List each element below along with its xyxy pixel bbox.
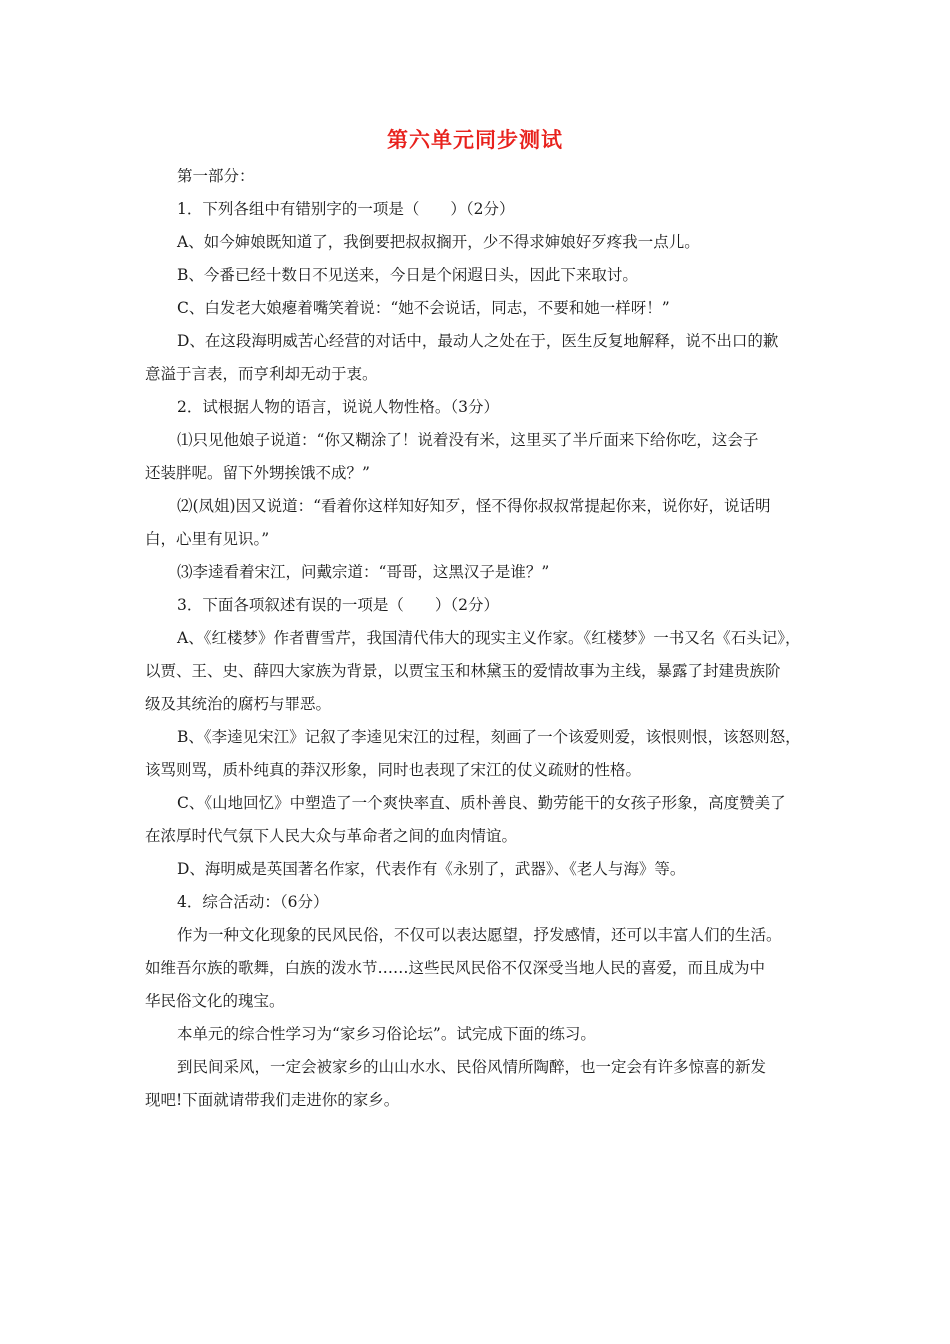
- question-2-stem: 2．试根据人物的语言，说说人物性格。（3分）: [177, 398, 499, 416]
- question-3-option-a-line2: 以贾、王、史、薛四大家族为背景，以贾宝玉和林黛玉的爱情故事为主线，暴露了封建贵族阶: [145, 662, 781, 680]
- question-4-stem: 4．综合活动：（6分）: [177, 893, 329, 911]
- question-3-option-b-line2: 该骂则骂，质朴纯真的莽汉形象，同时也表现了宋江的仗义疏财的性格。: [145, 761, 642, 779]
- question-3-option-b-line1: B、《李逵见宋江》记叙了李逵见宋江的过程，刻画了一个该爱则爱，该恨则恨，该怒则怒，: [177, 728, 801, 746]
- question-3-stem: 3．下面各项叙述有误的一项是（ ）（2分）: [177, 596, 499, 614]
- question-1-option-d-line1: D、在这段海明威苦心经营的对话中，最动人之处在于，医生反复地解释，说不出口的歉: [177, 332, 779, 350]
- page-title: 第六单元同步测试: [387, 128, 563, 152]
- section-heading: 第一部分：: [177, 167, 255, 185]
- question-2-item-1-line1: ⑴只见他娘子说道：“你又糊涂了！说着没有米，这里买了半斤面来下给你吃，这会子: [177, 431, 759, 449]
- question-1-option-d-line2: 意溢于言表，而亨利却无动于衷。: [145, 365, 378, 383]
- question-4-paragraph-3-line1: 到民间采风，一定会被家乡的山山水水、民俗风情所陶醉，也一定会有许多惊喜的新发: [177, 1058, 767, 1076]
- question-4-paragraph-3-line2: 现吧!下面就请带我们走进你的家乡。: [145, 1091, 400, 1109]
- question-2-item-1-line2: 还装胖呢。留下外甥挨饿不成？”: [145, 464, 370, 482]
- question-2-item-2-line1: ⑵(凤姐)因又说道：“看着你这样知好知歹，怪不得你叔叔常提起你来，说你好，说话明: [177, 497, 771, 515]
- question-4-paragraph-1-line3: 华民俗文化的瑰宝。: [145, 992, 285, 1010]
- question-4-paragraph-2: 本单元的综合性学习为“家乡习俗论坛”。试完成下面的练习。: [177, 1025, 596, 1043]
- question-3-option-a-line1: A、《红楼梦》作者曹雪芹，我国清代伟大的现实主义作家。《红楼梦》一书又名《石头记》，: [177, 629, 801, 647]
- document-body: [145, 160, 815, 1117]
- question-3-option-c-line2: 在浓厚时代气氛下人民大众与革命者之间的血肉情谊。: [145, 827, 518, 845]
- question-3-option-d: D、海明威是英国著名作家，代表作有《永别了，武器》、《老人与海》等。: [177, 860, 686, 878]
- question-1-stem: 1．下列各组中有错别字的一项是（ ）（2分）: [177, 200, 515, 218]
- question-2-item-3: ⑶李逵看着宋江，问戴宗道：“哥哥，这黑汉子是谁？”: [177, 563, 550, 581]
- question-1-option-c: C、白发老大娘瘪着嘴笑着说：“她不会说话，同志，不要和她一样呀！”: [177, 299, 670, 317]
- question-3-option-c-line1: C、《山地回忆》中塑造了一个爽快率直、质朴善良、勤劳能干的女孩子形象，高度赞美了: [177, 794, 786, 812]
- question-3-option-a-line3: 级及其统治的腐朽与罪恶。: [145, 695, 332, 713]
- question-1-option-a: A、如今婶娘既知道了，我倒要把叔叔搁开，少不得求婶娘好歹疼我一点儿。: [177, 233, 700, 251]
- question-1-option-b: B、今番已经十数日不见送来，今日是个闲遐日头，因此下来取讨。: [177, 266, 638, 284]
- question-4-paragraph-1-line2: 如维吾尔族的歌舞，白族的泼水节……这些民风民俗不仅深受当地人民的喜爱，而且成为中: [145, 959, 766, 977]
- question-2-item-2-line2: 白，心里有见识。”: [145, 530, 270, 548]
- question-4-paragraph-1-line1: 作为一种文化现象的民风民俗，不仅可以表达愿望，抒发感情，还可以丰富人们的生活。: [177, 926, 782, 944]
